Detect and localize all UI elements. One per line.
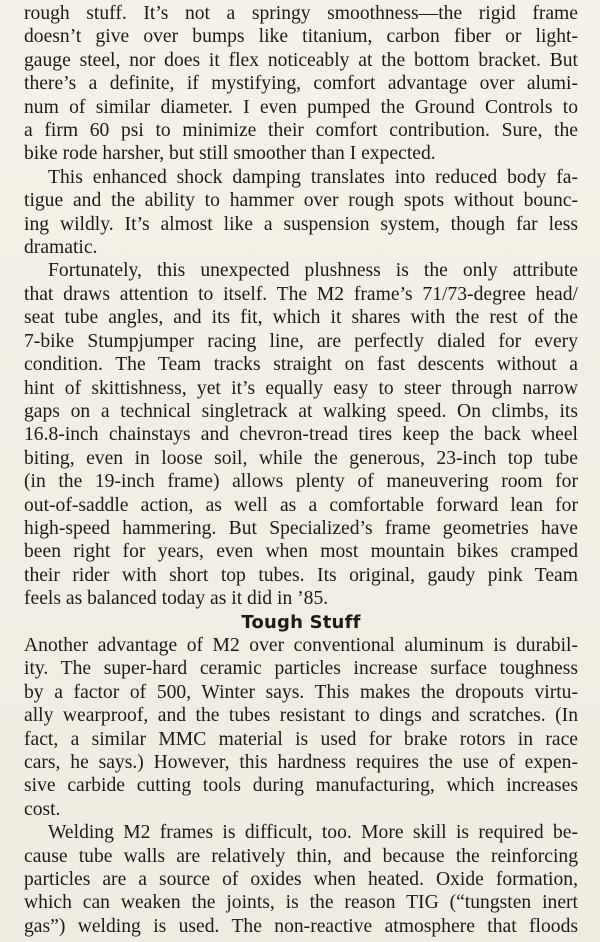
- text-line: dramatic.: [24, 237, 98, 259]
- text-line: ally wearproof, and the tubes resistant to dings and scratches. (In: [24, 705, 578, 727]
- text-line: gauge steel, nor does it flex noticeably at the bottom bracket. But: [24, 49, 578, 71]
- text-line: been right for years, even when most mountain bikes cramped: [24, 541, 578, 563]
- text-line: ity. The super-hard ceramic particles increase surface toughness: [24, 658, 578, 680]
- text-line: This enhanced shock damping translates into reduced body fa-: [48, 166, 578, 188]
- text-line: high-speed hammering. But Specialized’s frame geometries have: [24, 517, 578, 539]
- text-line: doesn’t give over bumps like titanium, carbon fiber or light-: [24, 26, 578, 48]
- text-line: by a factor of 500, Winter says. This makes the dropouts virtu-: [24, 681, 578, 703]
- text-line: num of similar diameter. I even pumped the Ground Controls to: [24, 96, 578, 118]
- text-line: ing wildly. It’s almost like a suspension system, though far less: [24, 213, 578, 235]
- text-line: a firm 60 psi to minimize their comfort contribution. Sure, the: [24, 120, 578, 142]
- text-line: 7-bike Stumpjumper racing line, are perfectly dialed for every: [24, 330, 578, 352]
- text-line: which can weaken the joints, is the reason TIG (“tungsten inert: [24, 892, 578, 914]
- text-line: gas”) welding is used. The non-reactive atmosphere that floods: [24, 915, 578, 937]
- text-line: cost.: [24, 798, 61, 820]
- text-line: Fortunately, this unexpected plushness is the only attribute: [48, 260, 578, 282]
- text-line: (in the 19-inch frame) allows plenty of maneuvering room for: [24, 471, 578, 493]
- text-line: gaps on a technical singletrack at walking speed. On climbs, its: [24, 400, 578, 422]
- text-line: particles are a source of oxides when heated. Oxide formation,: [24, 869, 578, 891]
- text-line: biting, even in loose soil, while the generous, 23-inch top tube: [24, 447, 578, 469]
- text-line: fact, a similar MMC material is used for brake rotors in race: [24, 728, 578, 750]
- text-line: hint of skittishness, yet it’s equally easy to steer through narrow: [24, 377, 578, 399]
- paragraph-3: [24, 259, 578, 610]
- paragraph-2: [24, 166, 578, 260]
- text-line: rough stuff. It’s not a springy smoothness—the rigid frame: [24, 3, 578, 24]
- text-line: that draws attention to itself. The M2 frame’s 71/73-degree head/: [24, 283, 578, 305]
- paragraph-4: [24, 634, 578, 821]
- text-line: 16.8-inch chainstays and chevron-tread tires keep the back wheel: [24, 424, 578, 446]
- text-line: Welding M2 frames is difficult, too. More skill is required be-: [48, 822, 578, 844]
- text-line: feels as balanced today as it did in ’85.: [24, 588, 329, 610]
- text-line: cars, he says.) However, this hardness requires the use of expen-: [24, 752, 578, 773]
- text-line: out-of-saddle action, as well as a comfortable forward lean for: [24, 494, 578, 516]
- text-line: tigue and the ability to hammer over rough spots without bounc-: [24, 190, 578, 212]
- text-line: there’s a definite, if mystifying, comfort advantage over alumi-: [24, 73, 578, 95]
- paragraph-5: [24, 821, 578, 938]
- text-line: Another advantage of M2 over conventional aluminum is durabil-: [24, 634, 578, 656]
- text-line: sive carbide cutting tools during manufacturing, which increases: [24, 775, 578, 797]
- text-line: condition. The Team tracks straight on fast descents without a: [24, 354, 578, 376]
- text-line: bike rode harsher, but still smoother than I expected.: [24, 143, 436, 165]
- section-heading: Tough Stuff: [241, 611, 361, 633]
- paragraph-1: [24, 2, 578, 166]
- text-line: their rider with short top tubes. Its original, gaudy pink Team: [24, 564, 578, 586]
- text-line: cause tube walls are relatively thin, and because the reinforcing: [24, 845, 578, 867]
- text-line: seat tube angles, and its fit, which it shares with the rest of the: [24, 307, 578, 329]
